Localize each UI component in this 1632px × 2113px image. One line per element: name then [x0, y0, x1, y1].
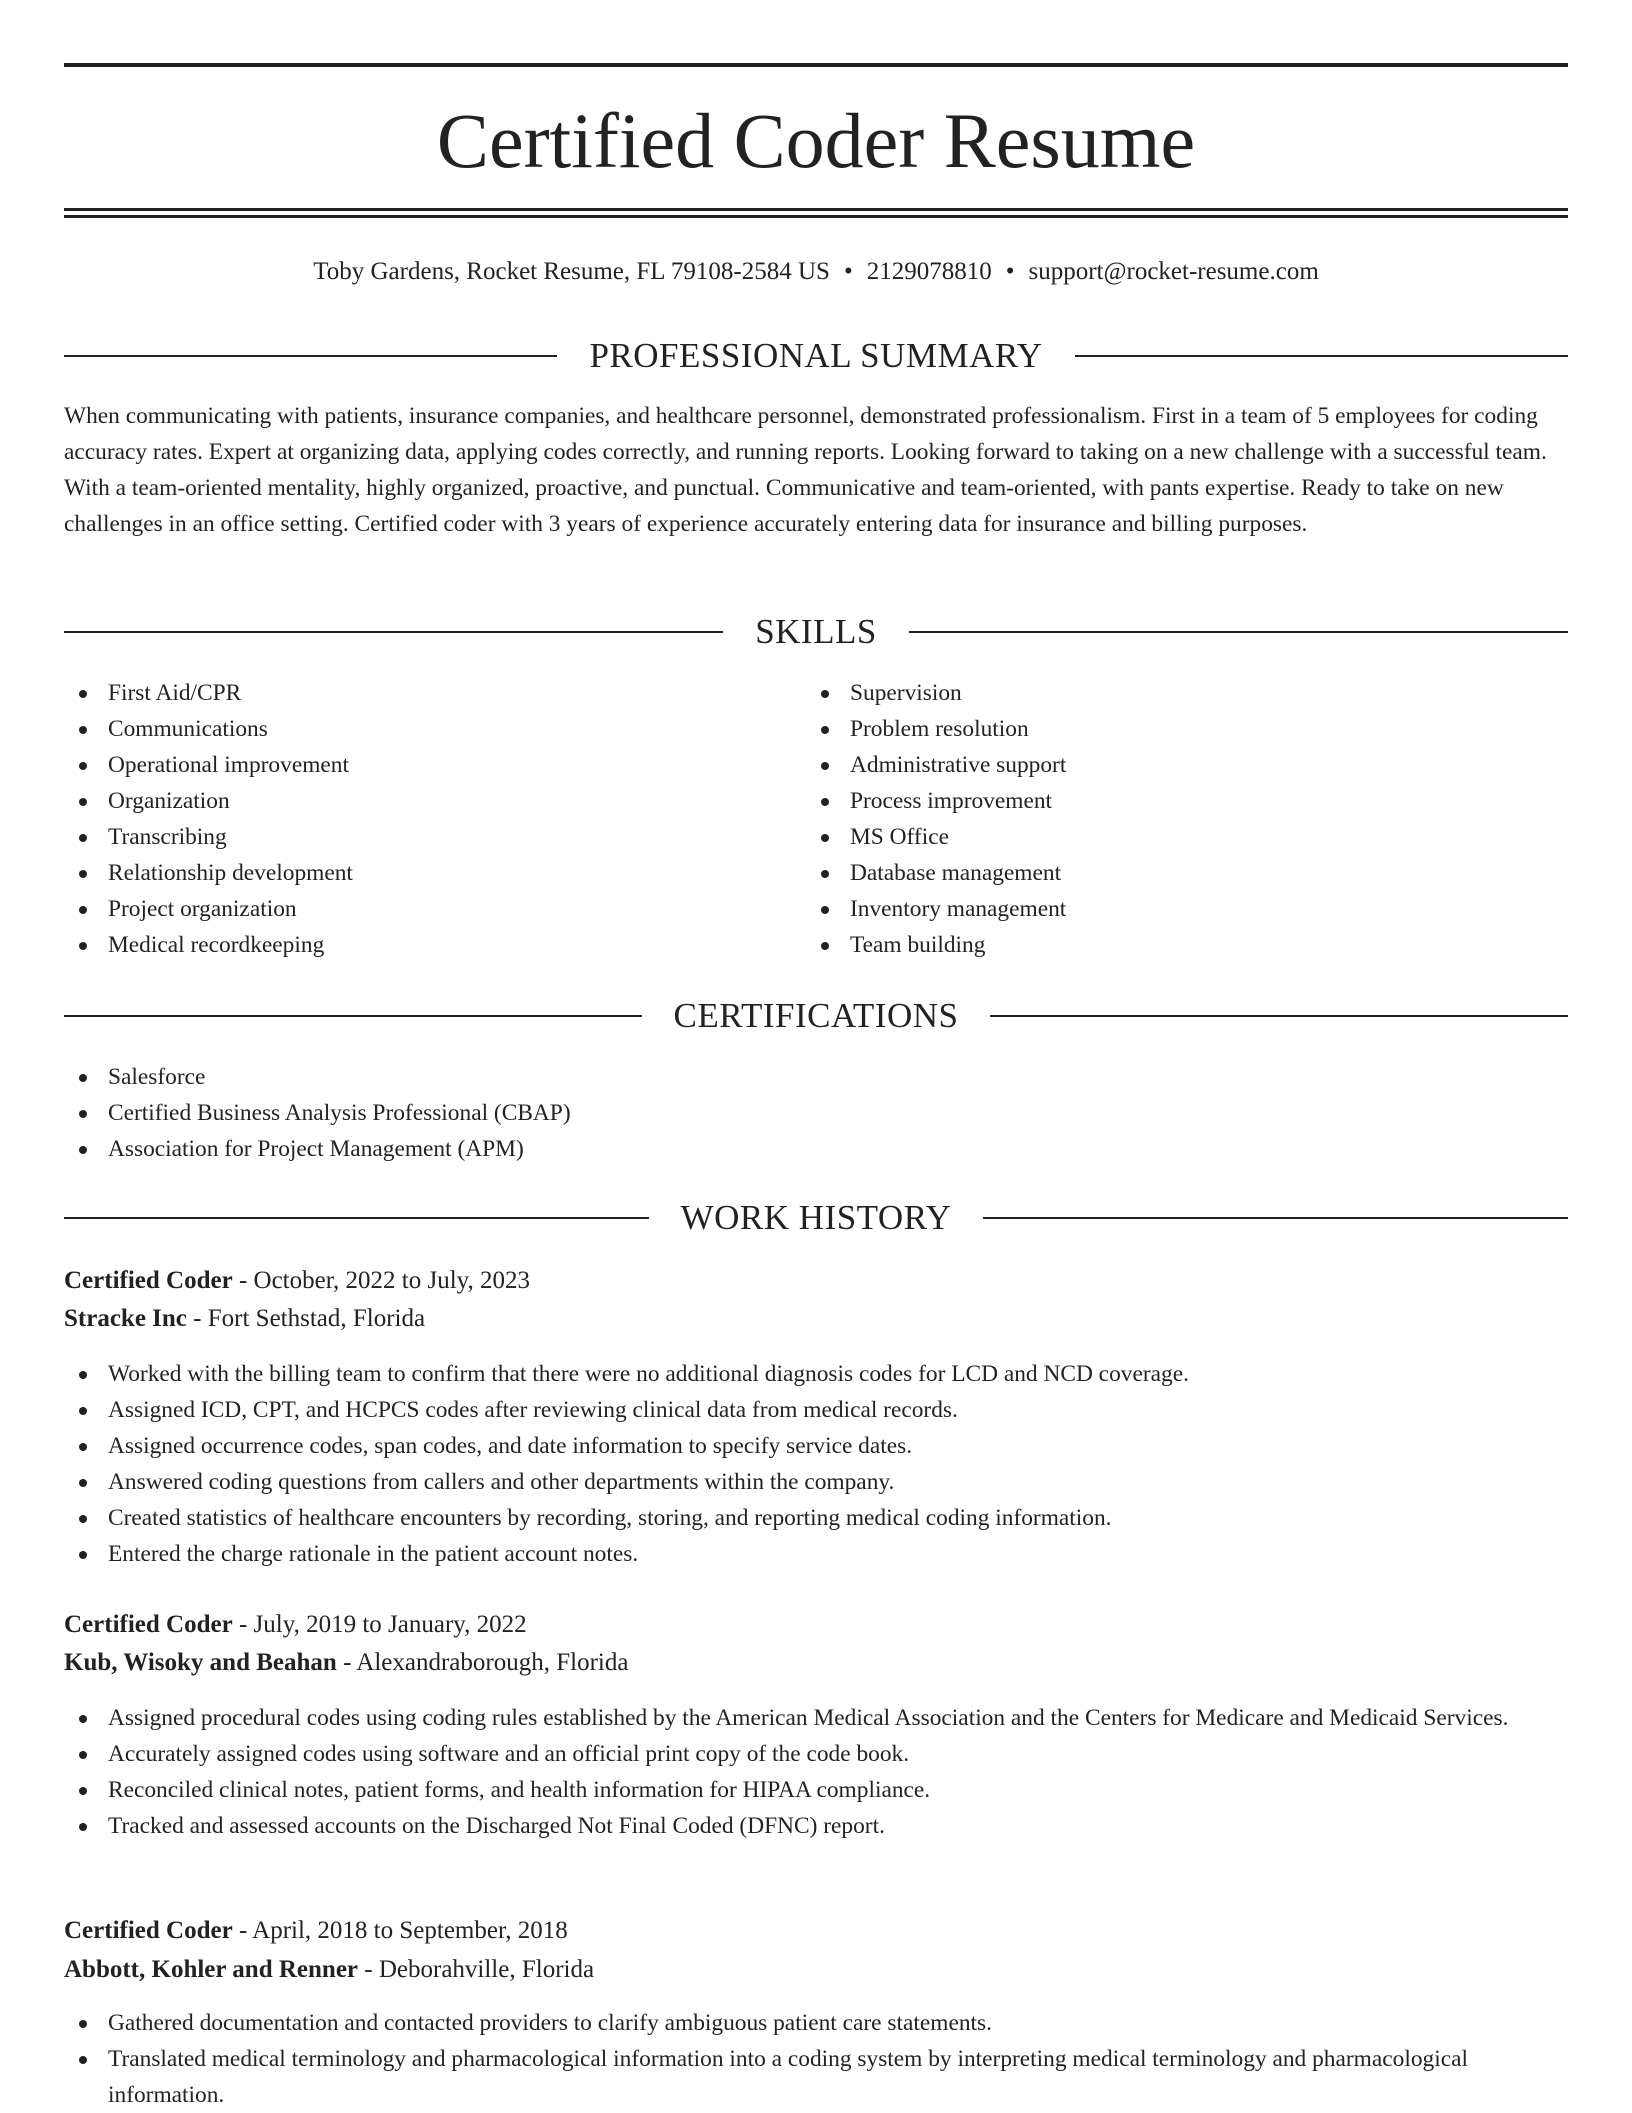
job-bullet: Worked with the billing team to confirm that there were no additional diagnosis codes for LCD and NCD coverage. — [64, 1356, 1568, 1392]
job-title: Certified Coder — [64, 1917, 233, 1944]
job-bullets — [64, 2005, 1568, 2113]
job-bullet: Assigned occurrence codes, span codes, and date information to specify service dates. — [64, 1428, 1568, 1464]
certifications-heading-label: CERTIFICATIONS — [673, 996, 959, 1035]
heading-rule-left — [64, 355, 557, 357]
job-location: Fort Sethstad, Florida — [207, 1305, 426, 1332]
certifications-list — [64, 1059, 1568, 1167]
skill-item: Inventory management — [806, 891, 1546, 927]
job-company-line — [64, 1300, 1568, 1338]
heading-rule-left — [64, 631, 723, 633]
header-top-rule — [64, 63, 1568, 67]
job-separator: - — [232, 1611, 254, 1638]
heading-rule-right — [1075, 355, 1568, 357]
job-dates: July, 2019 to January, 2022 — [253, 1611, 527, 1638]
job-location: Alexandraborough, Florida — [356, 1649, 629, 1676]
contact-address: Toby Gardens, Rocket Resume, FL 79108-2584 US — [313, 258, 830, 285]
skill-item: Supervision — [806, 675, 1546, 711]
summary-heading — [64, 334, 1568, 378]
job-location: Deborahville, Florida — [378, 1956, 595, 1983]
certifications-heading — [64, 994, 1568, 1038]
job-separator: - — [232, 1267, 254, 1294]
job-title-line — [64, 1262, 1568, 1300]
summary-heading-label: PROFESSIONAL SUMMARY — [589, 336, 1043, 375]
job-dates: October, 2022 to July, 2023 — [253, 1267, 531, 1294]
job-bullet: Tracked and assessed accounts on the Discharged Not Final Coded (DFNC) report. — [64, 1808, 1568, 1844]
job-company: Stracke Inc — [64, 1305, 187, 1332]
summary-text: When communicating with patients, insurance companies, and healthcare personnel, demonstrated professionalism. First in a team of 5 employees for coding accuracy rates. Expert at organizing data, applying codes correctly, and running reports. Looking forward to taking on a new challenge with a successful team. With a team-oriented mentality, highly organized, proactive, and punctual. Communicative and team-oriented, with pants expertise. Ready to take on new challenges in an office setting. Certified coder with 3 years of experience accurately entering data for insurance and billing purposes. — [64, 403, 1547, 537]
job-title: Certified Coder — [64, 1611, 233, 1638]
job-separator: - — [186, 1305, 208, 1332]
skill-item: MS Office — [806, 819, 1546, 855]
heading-rule-right — [909, 631, 1568, 633]
job-bullet: Created statistics of healthcare encounters by recording, storing, and reporting medical coding information. — [64, 1500, 1568, 1536]
job-bullet: Accurately assigned codes using software and an official print copy of the code book. — [64, 1736, 1568, 1772]
heading-rule-left — [64, 1217, 649, 1219]
job-bullet: Gathered documentation and contacted providers to clarify ambiguous patient care statements. — [64, 2005, 1568, 2041]
job-separator: - — [358, 1956, 379, 1983]
skill-item: Administrative support — [806, 747, 1546, 783]
job-bullet: Assigned procedural codes using coding rules established by the American Medical Association and the Centers for Medicare and Medicaid Services. — [64, 1700, 1568, 1736]
job-title-line — [64, 1606, 1568, 1644]
skill-item: Process improvement — [806, 783, 1546, 819]
skill-item: Database management — [806, 855, 1546, 891]
contact-separator: • — [843, 258, 853, 285]
job-company: Kub, Wisoky and Beahan — [64, 1649, 337, 1676]
skill-item: Project organization — [64, 891, 804, 927]
skill-item: First Aid/CPR — [64, 675, 804, 711]
heading-rule-left — [64, 1015, 642, 1017]
job-bullet: Entered the charge rationale in the patient account notes. — [64, 1536, 1568, 1572]
skill-item: Communications — [64, 711, 804, 747]
job-bullets — [64, 1356, 1568, 1572]
skills-list-left — [64, 675, 804, 963]
heading-rule-right — [990, 1015, 1568, 1017]
work-history-heading — [64, 1196, 1568, 1240]
job-separator: - — [232, 1917, 253, 1944]
contact-phone: 2129078810 — [866, 258, 992, 285]
job-bullet: Reconciled clinical notes, patient forms, and health information for HIPAA compliance. — [64, 1772, 1568, 1808]
job-separator: - — [336, 1649, 357, 1676]
heading-rule-right — [983, 1217, 1568, 1219]
skill-item: Problem resolution — [806, 711, 1546, 747]
job-bullet: Answered coding questions from callers and other departments within the company. — [64, 1464, 1568, 1500]
work-history-heading-label: WORK HISTORY — [680, 1198, 952, 1237]
job-title-line — [64, 1912, 1568, 1950]
skills-heading — [64, 610, 1568, 654]
header-rule-upper — [64, 208, 1568, 211]
page-title: Certified Coder Resume — [436, 97, 1196, 184]
job-company-line — [64, 1951, 1568, 1989]
header-rule-lower — [64, 215, 1568, 218]
certification-item: Salesforce — [64, 1059, 1568, 1095]
certification-item: Association for Project Management (APM) — [64, 1131, 1568, 1167]
job-title: Certified Coder — [64, 1267, 233, 1294]
skill-item: Medical recordkeeping — [64, 927, 804, 963]
job-dates: April, 2018 to September, 2018 — [252, 1917, 568, 1944]
job-bullets — [64, 1700, 1568, 1844]
contact-line — [64, 254, 1568, 290]
skills-list-right — [806, 675, 1546, 963]
job-bullet: Translated medical terminology and pharmacological information into a coding system by interpreting medical terminology and pharmacological information. — [64, 2041, 1568, 2113]
certification-item: Certified Business Analysis Professional (CBAP) — [64, 1095, 1568, 1131]
skill-item: Team building — [806, 927, 1546, 963]
job-bullet: Assigned ICD, CPT, and HCPCS codes after reviewing clinical data from medical records. — [64, 1392, 1568, 1428]
contact-email: support@rocket-resume.com — [1028, 258, 1319, 285]
skill-item: Relationship development — [64, 855, 804, 891]
skills-heading-label: SKILLS — [755, 612, 877, 651]
skill-item: Operational improvement — [64, 747, 804, 783]
skill-item: Transcribing — [64, 819, 804, 855]
skill-item: Organization — [64, 783, 804, 819]
contact-separator: • — [1005, 258, 1015, 285]
job-company-line — [64, 1644, 1568, 1682]
job-company: Abbott, Kohler and Renner — [64, 1956, 359, 1983]
